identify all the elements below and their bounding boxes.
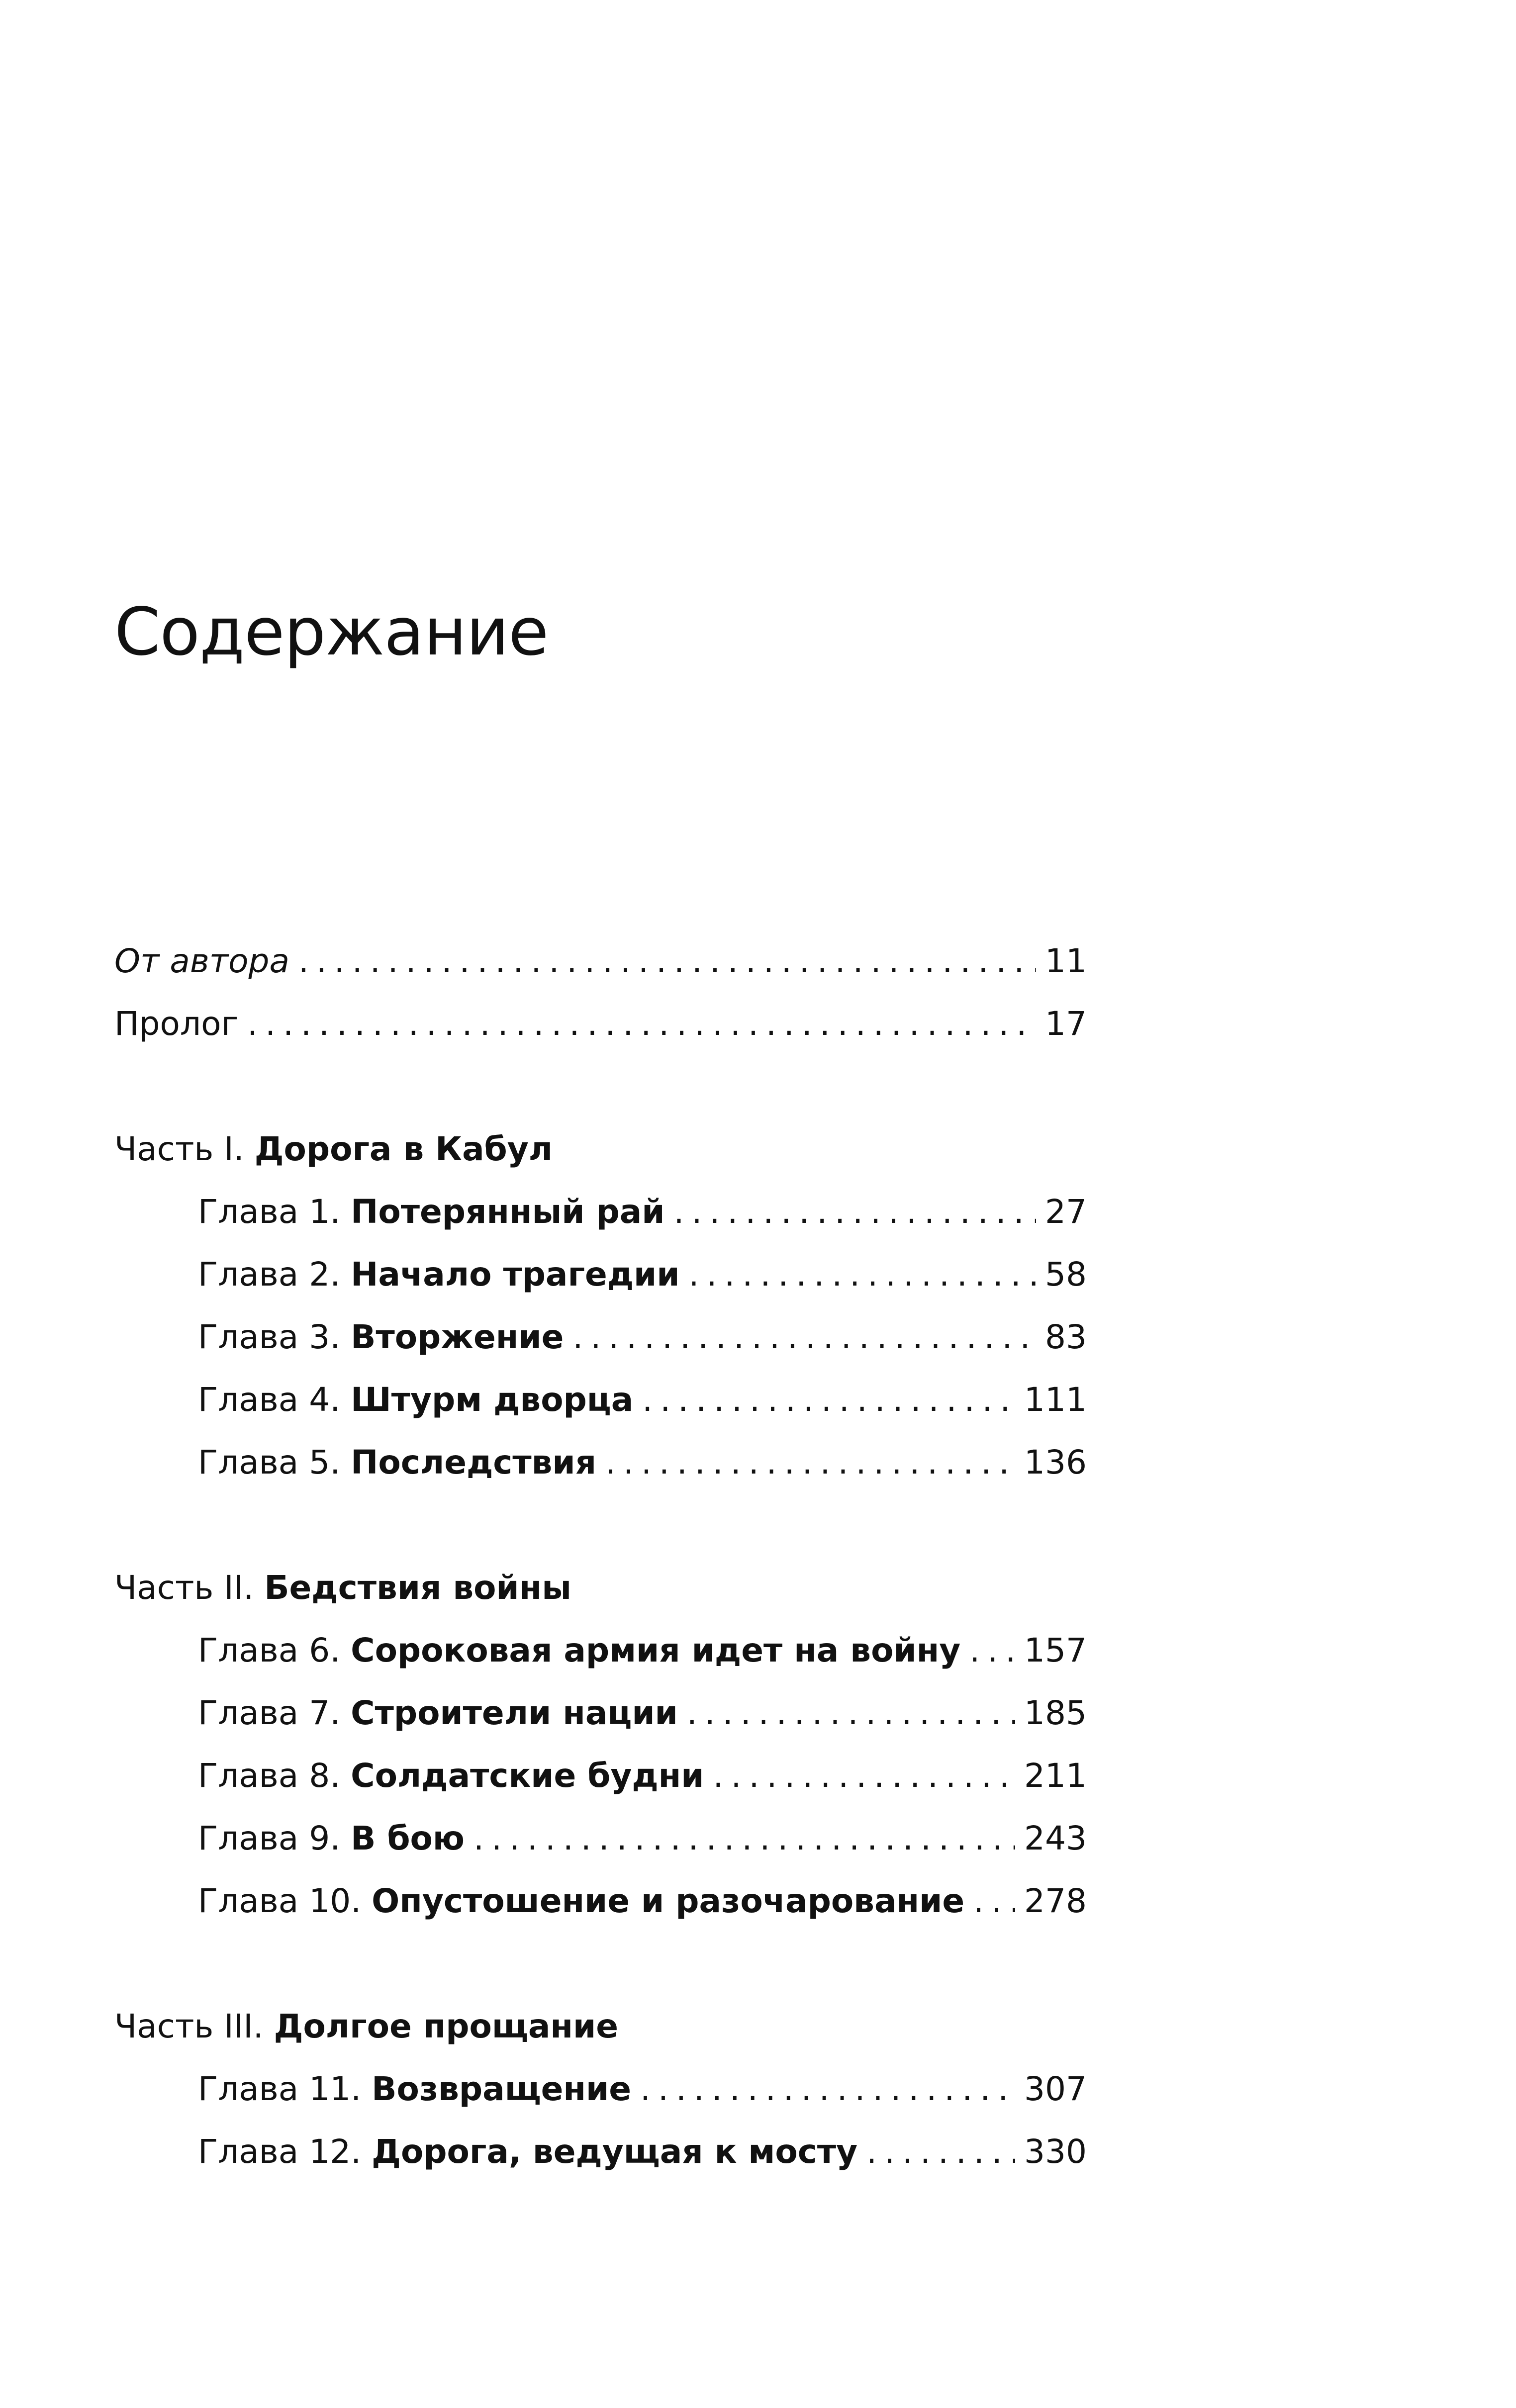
dot-leader	[247, 993, 1036, 1055]
toc-page-number: 111	[1024, 1381, 1087, 1419]
toc-entry-from-author[interactable]	[114, 930, 1087, 993]
toc-page-number: 83	[1045, 1318, 1087, 1356]
chapter-title: Штурм дворца	[351, 1381, 634, 1419]
toc-page-number: 211	[1024, 1757, 1087, 1795]
chapter-prefix: Глава 10.	[198, 1882, 362, 1920]
part-prefix: Часть I.	[114, 1130, 244, 1168]
toc-part-heading[interactable]	[114, 1995, 1087, 2058]
toc-page-number: 157	[1024, 1631, 1087, 1669]
chapter-prefix: Глава 11.	[198, 2070, 362, 2108]
toc-chapter-entry[interactable]	[114, 1745, 1087, 1807]
toc-part-heading[interactable]	[114, 1557, 1087, 1619]
toc-chapter-entry[interactable]	[114, 1870, 1087, 1933]
dot-leader	[474, 1807, 1015, 1870]
toc-page-number: 136	[1024, 1443, 1087, 1482]
chapter-prefix: Глава 5.	[198, 1443, 341, 1482]
toc-chapter-entry[interactable]	[114, 1619, 1087, 1682]
part-title: Долгое прощание	[274, 2007, 618, 2045]
chapter-prefix: Глава 12.	[198, 2132, 362, 2171]
toc-page-number: 27	[1045, 1193, 1087, 1231]
chapter-prefix: Глава 8.	[198, 1757, 341, 1795]
chapter-title: В бою	[351, 1819, 465, 1857]
toc-entry-prologue[interactable]	[114, 993, 1087, 1055]
dot-leader	[640, 2058, 1015, 2121]
toc-chapter-entry[interactable]	[114, 1682, 1087, 1745]
toc-page-number: 17	[1045, 1005, 1087, 1043]
toc-page-number: 185	[1024, 1694, 1087, 1732]
chapter-prefix: Глава 2.	[198, 1255, 341, 1294]
dot-leader	[642, 1369, 1015, 1431]
dot-leader	[687, 1682, 1015, 1745]
chapter-title: Начало трагедии	[351, 1255, 680, 1294]
chapter-prefix: Глава 3.	[198, 1318, 341, 1356]
dot-leader	[969, 1619, 1015, 1682]
toc-part-heading[interactable]	[114, 1118, 1087, 1181]
toc-page-number: 330	[1024, 2132, 1087, 2171]
dot-leader	[572, 1306, 1036, 1369]
toc-chapter-entry[interactable]	[114, 1369, 1087, 1431]
chapter-prefix: Глава 7.	[198, 1694, 341, 1732]
toc-chapter-entry[interactable]	[114, 1243, 1087, 1306]
chapter-title: Последствия	[351, 1443, 597, 1482]
chapter-title: Строители нации	[351, 1694, 678, 1732]
toc-page-number: 11	[1045, 942, 1087, 980]
chapter-title: Возвращение	[372, 2070, 632, 2108]
toc-page-number: 307	[1024, 2070, 1087, 2108]
toc-entry-label: Пролог	[114, 1005, 239, 1043]
chapter-title: Опустошение и разочарование	[372, 1882, 965, 1920]
toc-chapter-entry[interactable]	[114, 1181, 1087, 1243]
dot-leader	[674, 1181, 1037, 1243]
dot-leader	[298, 930, 1036, 993]
chapter-prefix: Глава 6.	[198, 1631, 341, 1669]
toc-chapter-entry[interactable]	[114, 1306, 1087, 1369]
chapter-prefix: Глава 4.	[198, 1381, 341, 1419]
chapter-title: Вторжение	[351, 1318, 564, 1356]
chapter-title: Дорога, ведущая к мосту	[372, 2132, 858, 2171]
toc-entry-label: От автора	[114, 942, 289, 980]
dot-leader	[973, 1870, 1015, 1933]
page-title: Содержание	[114, 594, 549, 670]
toc-chapter-entry[interactable]	[114, 1807, 1087, 1870]
part-prefix: Часть II.	[114, 1569, 254, 1607]
dot-leader	[713, 1745, 1015, 1807]
chapter-title: Солдатские будни	[351, 1757, 704, 1795]
dot-leader	[866, 2121, 1015, 2183]
chapter-title: Потерянный рай	[351, 1193, 665, 1231]
chapter-prefix: Глава 1.	[198, 1193, 341, 1231]
toc-page-number: 243	[1024, 1819, 1087, 1857]
toc-page-number: 278	[1024, 1882, 1087, 1920]
table-of-contents	[114, 930, 1087, 2183]
dot-leader	[605, 1431, 1015, 1494]
dot-leader	[689, 1243, 1037, 1306]
part-title: Бедствия войны	[264, 1569, 571, 1607]
chapter-prefix: Глава 9.	[198, 1819, 341, 1857]
toc-chapter-entry[interactable]	[114, 2121, 1087, 2183]
chapter-title: Сороковая армия идет на войну	[351, 1631, 961, 1669]
toc-chapter-entry[interactable]	[114, 2058, 1087, 2121]
toc-page-number: 58	[1045, 1255, 1087, 1294]
part-title: Дорога в Кабул	[254, 1130, 553, 1168]
toc-chapter-entry[interactable]	[114, 1431, 1087, 1494]
part-prefix: Часть III.	[114, 2007, 264, 2045]
